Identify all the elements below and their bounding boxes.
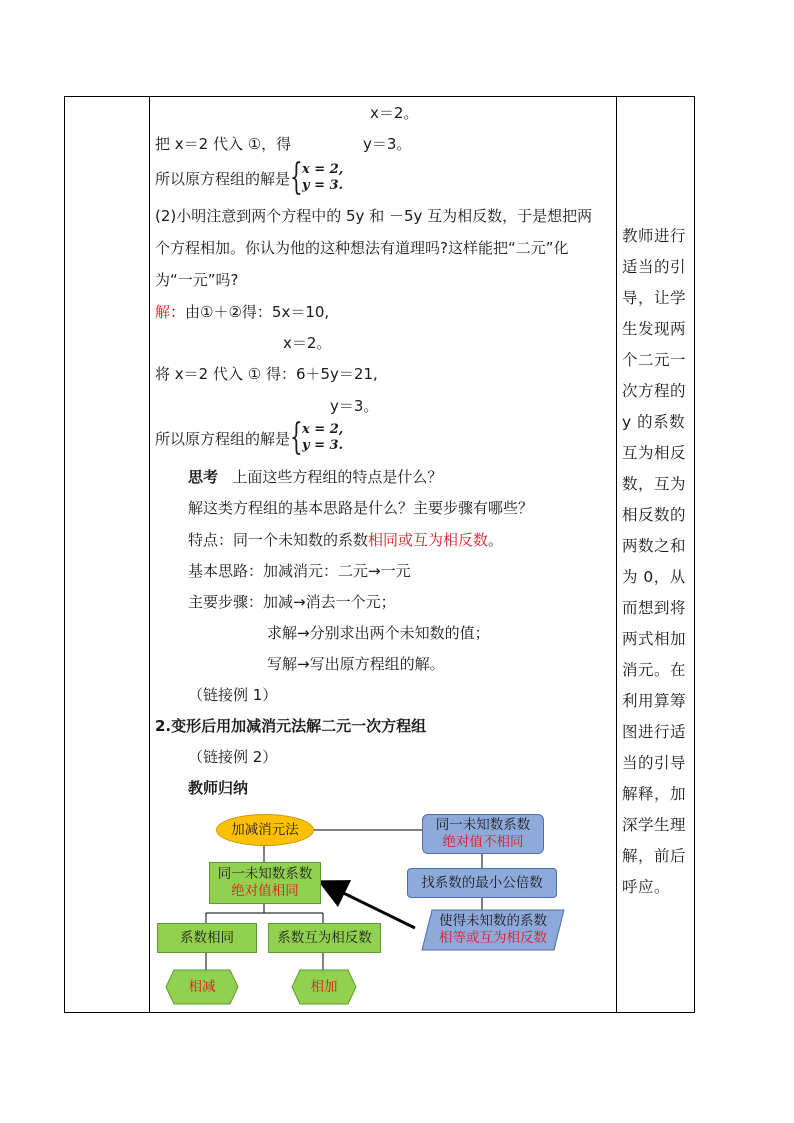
coef-same-label: 系数相同 — [180, 929, 234, 946]
make-equal-node — [426, 910, 560, 950]
think-question1 — [188, 467, 442, 487]
feature-prefix: 特点：同一个未知数的系数 — [188, 531, 369, 549]
teacher-summary-heading: 教师归纳 — [188, 779, 249, 797]
same-abs-line2: 绝对值相同 — [231, 883, 299, 899]
solution2-system-x: x = 2, — [302, 422, 344, 437]
side-note-line: 呼应。 — [622, 878, 671, 896]
side-note-line: 图进行适 — [622, 723, 687, 741]
side-note-line: y 的系数 — [622, 413, 686, 431]
side-note-line: 两式相加 — [622, 630, 687, 648]
solution1-answer — [155, 157, 344, 198]
steps-step3: 写出原方程组的解。 — [309, 655, 445, 673]
side-note-line: 数，互为 — [622, 475, 687, 493]
side-note-line: 个二元一 — [622, 351, 687, 369]
make-line1: 使得未知数的系数 — [439, 913, 547, 929]
side-note-line: 当的引导 — [622, 754, 687, 772]
steps-step1: 消去一个元； — [305, 593, 396, 611]
side-note-line: 解释，加 — [622, 785, 687, 803]
side-note-line: 导，让学 — [622, 289, 687, 307]
steps-line1 — [188, 592, 396, 612]
solution1-substitute: 把 x＝2 代入 ①，得 — [155, 135, 292, 153]
side-note-line: 为 0，从 — [622, 568, 686, 586]
root-method-ellipse — [216, 814, 314, 846]
same-abs-line1: 同一未知数系数 — [217, 866, 313, 882]
solution2-answer-prefix: 所以原方程组的解是 — [155, 429, 291, 448]
side-note-line: 解，前后 — [622, 847, 687, 865]
solution2-line1 — [155, 302, 329, 322]
section2-title: 2.变形后用加减消元法解二元一次方程组 — [155, 717, 427, 735]
think-question2: 解这类方程组的基本思路是什么？主要步骤有哪些？ — [188, 499, 534, 517]
question2-line1: (2)小明注意到两个方程中的 5y 和 －5y 互为相反数，于是想把两 — [155, 207, 593, 225]
solution2-line4: y＝3。 — [330, 397, 379, 415]
arrow-icon: → — [297, 655, 310, 673]
side-note-line: 次方程的 — [622, 382, 687, 400]
diff-abs-line2: 绝对值不相同 — [442, 834, 524, 850]
brace-symbol: { — [290, 157, 303, 198]
add-label: 相加 — [310, 978, 338, 995]
diff-abs-box — [422, 814, 544, 854]
side-note-line: 深学生理 — [622, 816, 687, 834]
solution1-x-value: x＝2。 — [370, 104, 419, 122]
teacher-side-note — [622, 221, 694, 903]
steps-line2 — [267, 623, 490, 643]
same-abs-box — [209, 862, 321, 904]
subtract-node — [166, 970, 238, 1004]
lcm-label: 找系数的最小公倍数 — [421, 874, 543, 891]
steps-step3-label: 写解 — [267, 655, 298, 673]
arrow-icon: → — [368, 562, 381, 580]
solution2-system-y: y = 3. — [302, 438, 344, 453]
idea-line — [188, 561, 411, 581]
make-line2: 相等或互为相反数 — [439, 930, 547, 946]
solution2-answer — [155, 417, 344, 458]
side-note-line: 适当的引 — [622, 258, 687, 276]
solution-label: 解 — [155, 303, 171, 321]
side-note-line: 教师进行 — [622, 227, 687, 245]
link-example2: （链接例 2） — [188, 748, 278, 766]
side-note-line: 相反数的 — [622, 506, 687, 524]
coef-opposite-box — [268, 923, 381, 953]
brace-symbol: { — [290, 417, 303, 458]
root-method-label: 加减消元法 — [231, 821, 299, 838]
solution1-system-y: y = 3. — [302, 178, 344, 193]
side-note-line: 消元。在 — [622, 661, 687, 679]
solution1-system — [302, 162, 343, 194]
solution2-system — [302, 422, 343, 454]
lcm-box — [407, 868, 557, 898]
solution1-system-x: x = 2, — [302, 162, 344, 177]
think-label: 思考 — [188, 468, 219, 486]
side-note-line: 利用算筹 — [622, 692, 687, 710]
side-note-line: 而想到将 — [622, 599, 687, 617]
idea-prefix: 基本思路：加减消元：二元 — [188, 562, 369, 580]
solution2-line3: 将 x＝2 代入 ① 得：6＋5y＝21, — [155, 365, 378, 383]
add-node — [292, 970, 356, 1004]
question2-line3: 为“一元”吗? — [155, 271, 239, 289]
diff-abs-line1: 同一未知数系数 — [435, 817, 531, 833]
steps-step2: 分别求出两个未知数的值； — [309, 624, 490, 642]
method-flowchart — [150, 800, 610, 1005]
arrow-back-to-same — [323, 883, 415, 928]
steps-step2-label: 求解 — [267, 624, 298, 642]
think-q1-text: 上面这些方程组的特点是什么？ — [232, 468, 443, 486]
feature-highlight: 相同或互为相反数 — [368, 531, 489, 549]
solution1-y-value: y＝3。 — [363, 135, 412, 153]
solution2-line1-text: ：由①＋②得：5x＝10, — [170, 303, 330, 321]
solution1-answer-prefix: 所以原方程组的解是 — [155, 169, 291, 188]
side-note-line: 两数之和 — [622, 537, 687, 555]
arrow-icon: → — [297, 624, 310, 642]
feature-end: 。 — [488, 531, 504, 549]
side-note-line: 生发现两 — [622, 320, 687, 338]
link-example1: （链接例 1） — [188, 686, 278, 704]
steps-line3 — [267, 654, 445, 674]
question2-line2: 个方程相加。你认为他的这种想法有道理吗?这样能把“二元”化 — [155, 239, 569, 257]
arrow-icon: → — [293, 593, 306, 611]
coef-opposite-label: 系数互为相反数 — [277, 929, 372, 946]
subtract-label: 相减 — [188, 978, 216, 995]
side-note-line: 互为相反 — [622, 444, 687, 462]
steps-label: 主要步骤：加减 — [188, 593, 294, 611]
feature-line — [188, 530, 503, 550]
coef-same-box — [157, 923, 257, 953]
table-divider-right — [616, 97, 617, 1012]
solution2-line2: x＝2。 — [283, 334, 332, 352]
idea-suffix: 一元 — [380, 562, 411, 580]
